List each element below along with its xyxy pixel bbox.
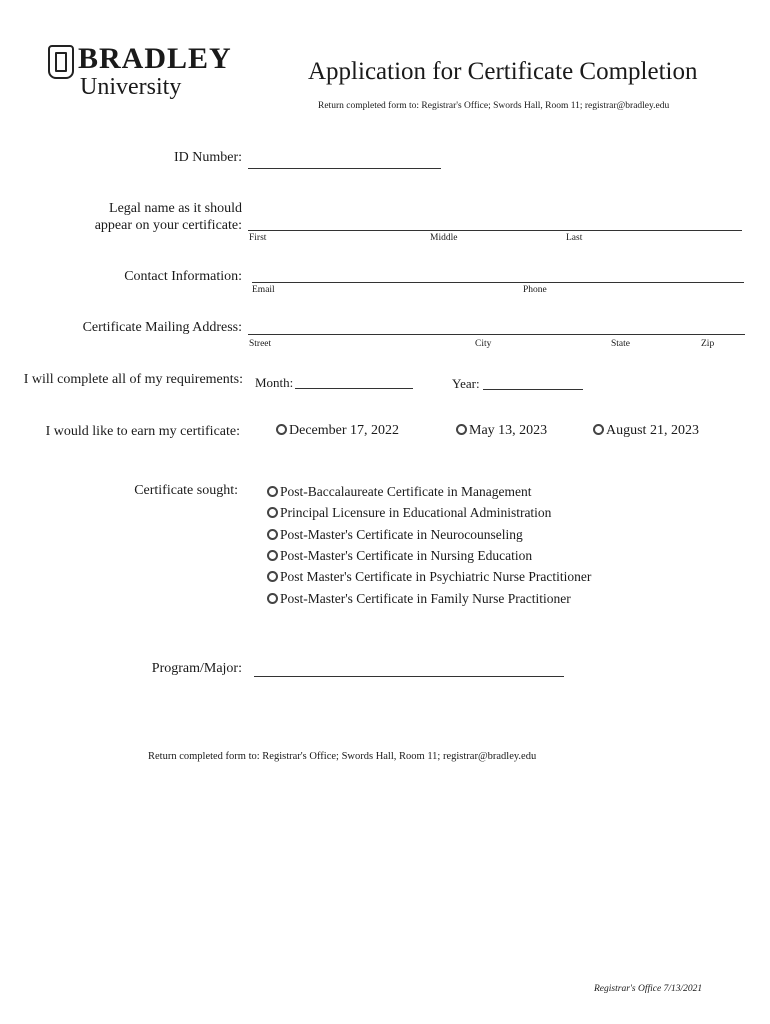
mailing-street-caption: Street [249,339,272,349]
radio-icon[interactable] [276,424,287,435]
return-note-footer: Return completed form to: Registrar's Office; Swords Hall, Room 11; registrar@bradley.edu [148,751,537,762]
contact-email-caption: Email [252,285,275,295]
return-note-header: Return completed form to: Registrar's Office; Swords Hall, Room 11; registrar@bradley.edu [318,101,670,111]
legal-name-last-caption: Last [566,233,583,243]
earn-date-option-label: August 21, 2023 [606,423,699,438]
certificate-option-5[interactable] [267,569,591,585]
certificate-option-3[interactable] [267,527,523,543]
contact-field[interactable] [252,282,744,283]
earn-date-option-2[interactable] [456,423,547,439]
logo-university: University [80,74,182,100]
certificate-option-6[interactable] [267,591,571,607]
certificate-option-label: Post-Baccalaureate Certificate in Management [280,484,532,499]
radio-icon[interactable] [267,486,278,497]
earn-date-option-label: May 13, 2023 [469,423,548,438]
legal-name-label-2: appear on your certificate: [94,218,242,233]
shield-logo-icon [48,45,74,79]
month-label: Month: [255,375,294,390]
legal-name-label-1: Legal name as it should [109,201,242,216]
certificate-option-label: Post-Master's Certificate in Neurocounseling [280,527,523,542]
id-number-label: ID Number: [173,150,242,165]
certificate-option-label: Post-Master's Certificate in Nursing Education [280,548,533,563]
contact-phone-caption: Phone [523,285,547,295]
certificate-option-label: Post Master's Certificate in Psychiatric Nurse Practitioner [280,569,592,584]
program-field[interactable] [254,676,564,677]
certificate-option-1[interactable] [267,484,532,500]
legal-name-first-caption: First [249,233,267,243]
certificate-label: Certificate sought: [134,483,238,498]
office-stamp: Registrar's Office 7/13/2021 [594,984,703,994]
earn-date-option-1[interactable] [276,423,399,439]
mailing-city-caption: City [475,339,492,349]
earn-date-option-label: December 17, 2022 [289,423,400,438]
radio-icon[interactable] [267,571,278,582]
legal-name-field[interactable] [248,230,742,231]
mailing-label: Certificate Mailing Address: [82,320,242,335]
radio-icon[interactable] [267,507,278,518]
legal-name-middle-caption: Middle [430,233,458,243]
earn-date-label: I would like to earn my certificate: [45,424,240,439]
contact-label: Contact Information: [124,269,242,284]
month-field[interactable] [295,388,413,389]
radio-icon[interactable] [593,424,604,435]
year-field[interactable] [483,389,583,390]
certificate-option-4[interactable] [267,548,532,564]
mailing-zip-caption: Zip [701,339,715,349]
radio-icon[interactable] [267,593,278,604]
logo-bradley: BRADLEY [78,42,232,75]
certificate-option-label: Principal Licensure in Educational Administration [280,505,552,520]
requirements-label: I will complete all of my requirements: [23,372,243,387]
certificate-option-2[interactable] [267,505,551,521]
radio-icon[interactable] [456,424,467,435]
mailing-state-caption: State [611,339,630,349]
page-title: Application for Certificate Completion [308,58,698,85]
certificate-option-label: Post-Master's Certificate in Family Nurse Practitioner [280,591,571,606]
id-number-field[interactable] [248,168,441,169]
earn-date-option-3[interactable] [593,423,699,439]
mailing-field[interactable] [248,334,745,335]
radio-icon[interactable] [267,529,278,540]
radio-icon[interactable] [267,550,278,561]
year-label: Year: [452,376,480,391]
program-label: Program/Major: [151,661,242,676]
